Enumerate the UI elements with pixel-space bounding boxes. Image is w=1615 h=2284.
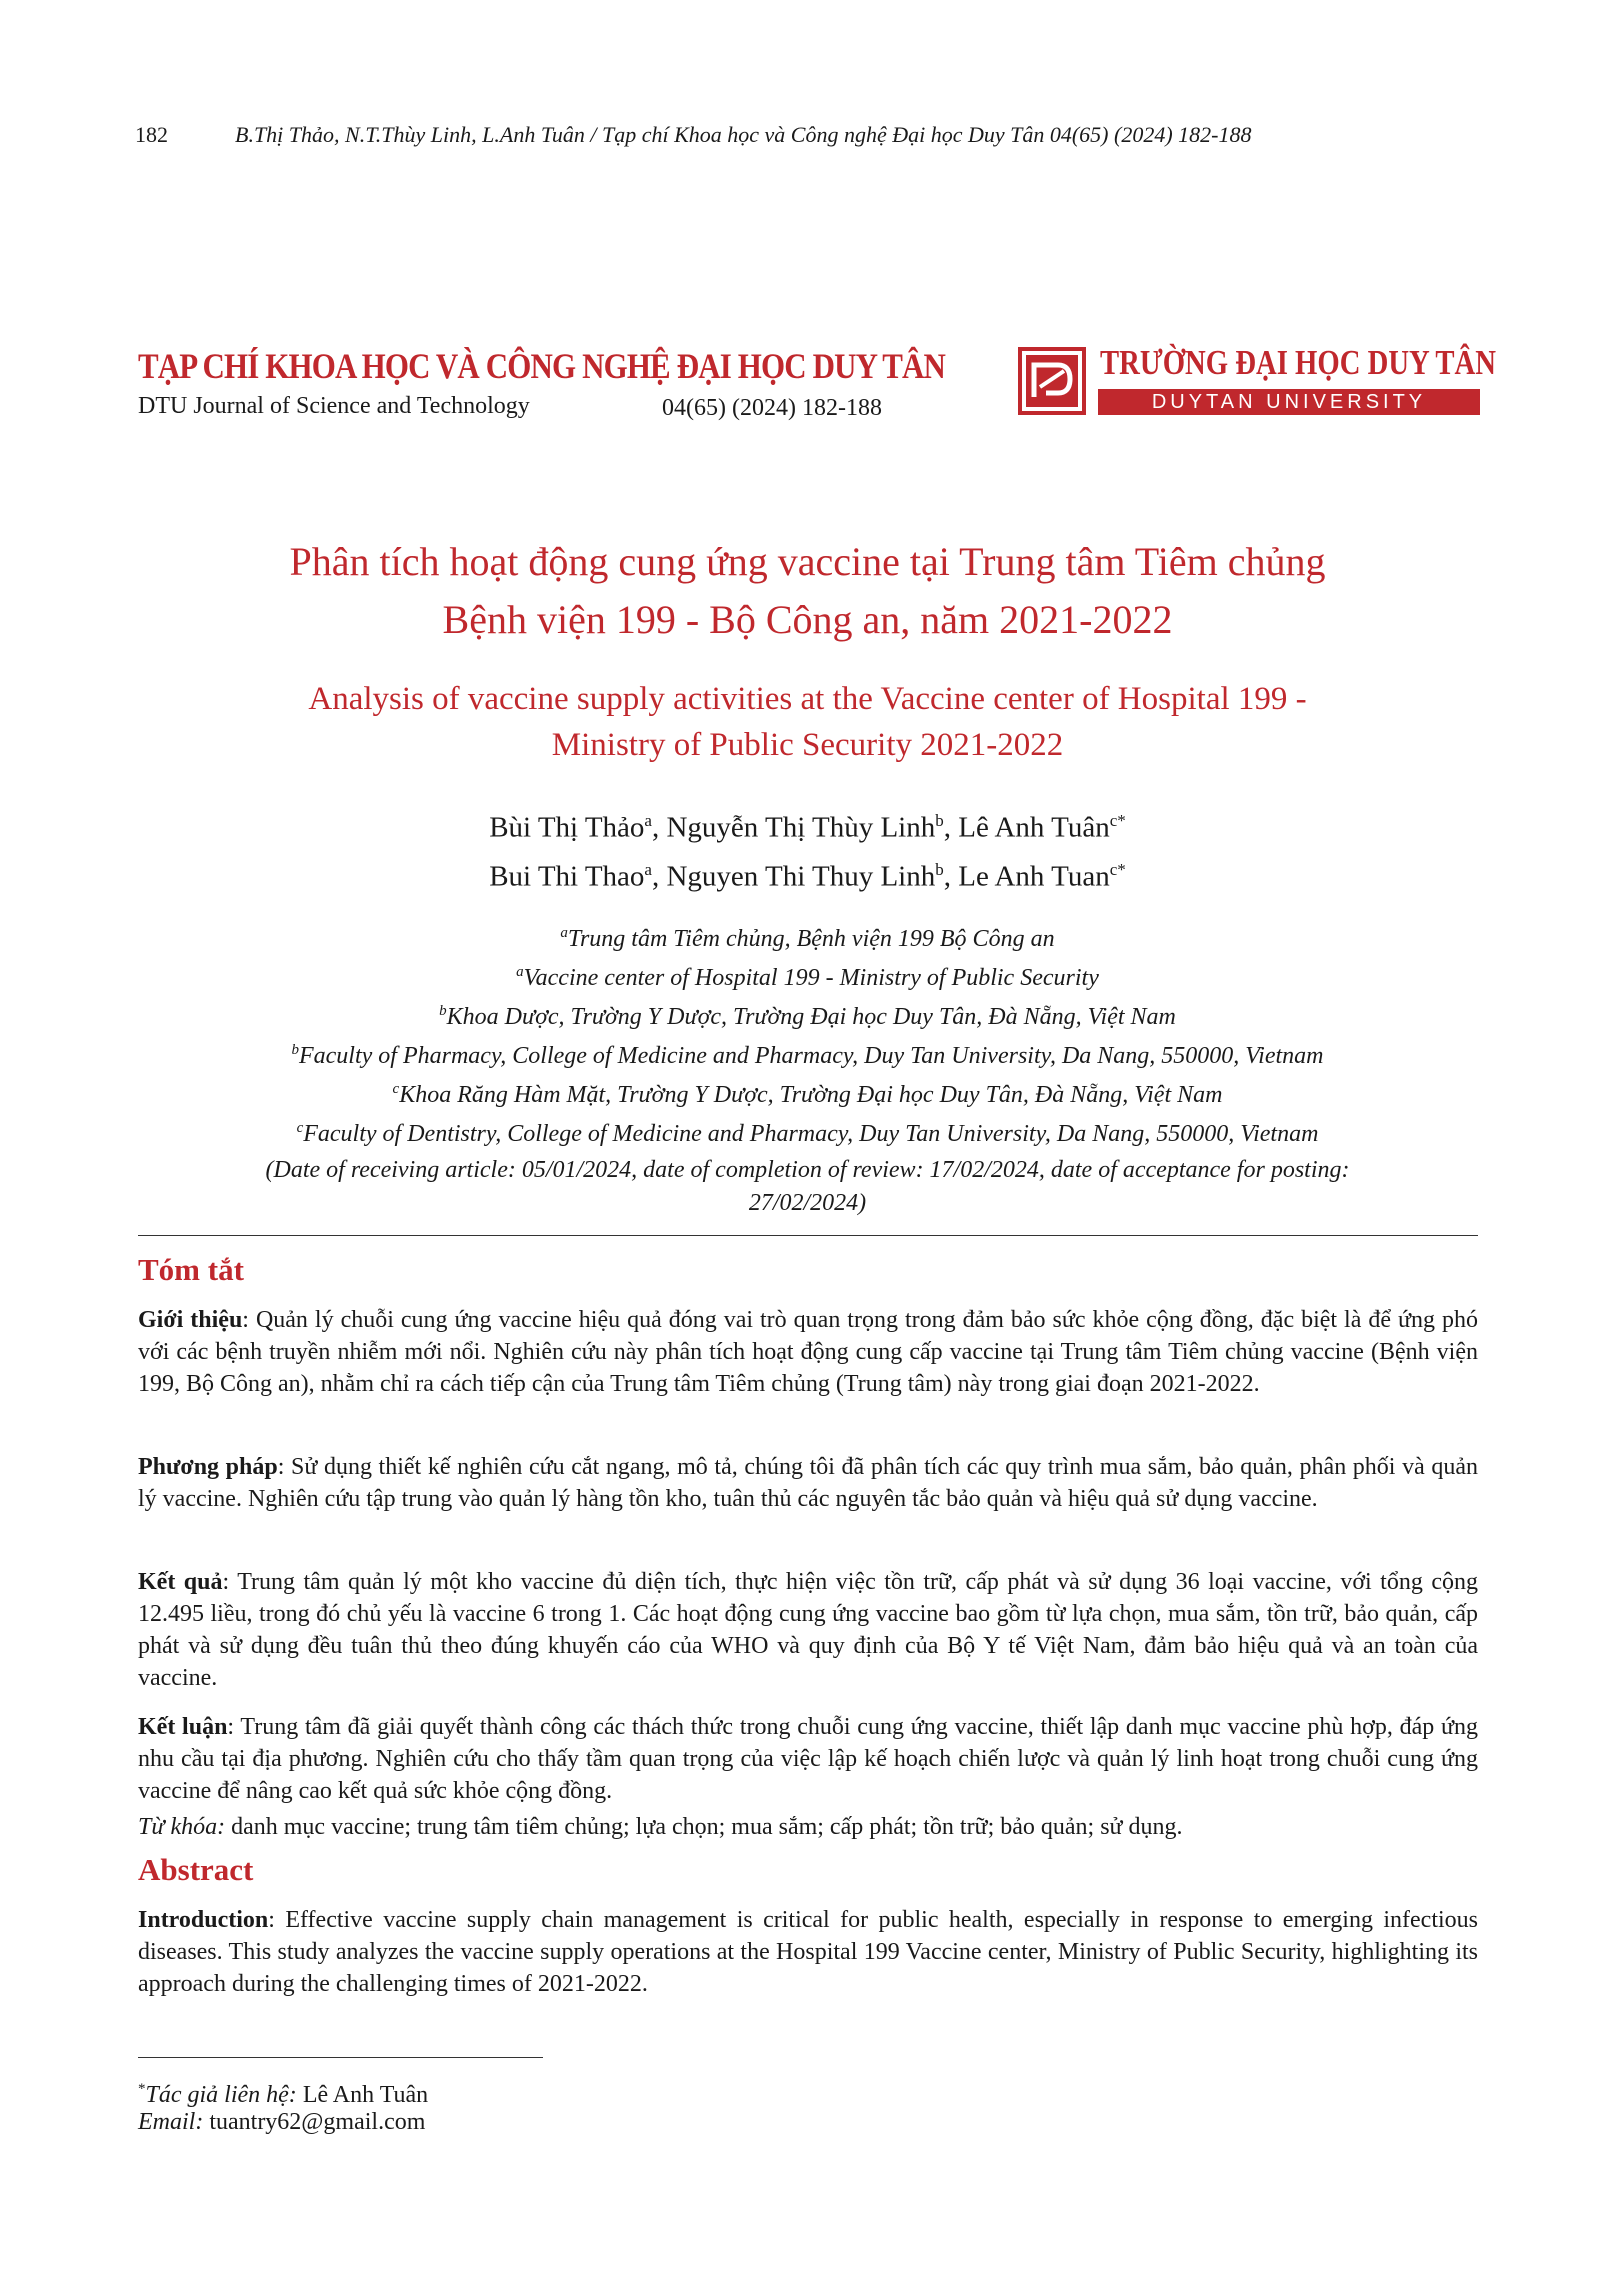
authors-english: Bui Thi Thao$^a$, Nguyen Thi Thuy Linh$^b$, Le Anh Tuan$^{c*}$	[489, 859, 1126, 893]
dates-line-2: 27/02/2024)	[748, 1190, 867, 1216]
article-title-english	[140, 676, 1475, 768]
abstract-heading: Abstract	[138, 1852, 254, 1887]
affiliation-line: $^b$Faculty of Pharmacy, College of Medicine and Pharmacy, Duy Tan University, Da Nang, 550000, Vietnam	[291, 1042, 1324, 1069]
author-list	[140, 800, 1475, 897]
affiliation-line: $^a$Vaccine center of Hospital 199 - Ministry of Public Security	[516, 964, 1099, 991]
keywords: Từ khóa: danh mục vaccine; trung tâm tiêm chủng; lựa chọn; mua sắm; cấp phát; tồn trữ; bảo quản; sử dụng.	[138, 1814, 1183, 1840]
article-title-vietnamese	[140, 533, 1475, 649]
affiliation-line: $^b$Khoa Dược, Trường Y Dược, Trường Đại học Duy Tân, Đà Nẵng, Việt Nam	[439, 1003, 1176, 1030]
affiliation-line: $^a$Trung tâm Tiêm chủng, Bệnh viện 199 Bộ Công an	[560, 925, 1055, 952]
affiliation-line: $^c$Khoa Răng Hàm Mặt, Trường Y Dược, Trường Đại học Duy Tân, Đà Nẵng, Việt Nam	[392, 1081, 1223, 1108]
logo-university-name: TRƯỜNG ĐẠI HỌC DUY TÂN	[1100, 343, 1496, 382]
logo-emblem-icon	[1018, 347, 1086, 415]
journal-english-name: DTU Journal of Science and Technology	[138, 393, 530, 419]
tom-tat-introduction: Giới thiệu: Quản lý chuỗi cung ứng vaccine hiệu quả đóng vai trò quan trọng trong đảm bảo sức khỏe cộng đồng, đặc biệt là để ứng phó với các bệnh truyền nhiễm mới nổi. Nghiên cứu này phân tích hoạt động cung cấp vaccine tại Trung tâm Tiêm chủng vaccine (Bệnh viện 199, Bộ Công an), nhằm chỉ ra cách tiếp cận của Trung tâm Tiêm chủng (Trung tâm) này trong giai đoạn 2021-2022.	[138, 1307, 1478, 1397]
affiliations	[140, 917, 1475, 1151]
running-citation: B.Thị Thảo, N.T.Thùy Linh, L.Anh Tuân / Tạp chí Khoa học và Công nghệ Đại học Duy Tân 04(65) (2024) 182-188	[235, 122, 1252, 147]
abstract-introduction: Introduction: Effective vaccine supply chain management is critical for public health, especially in response to emerging infectious diseases. This study analyzes the vaccine supply operations at the Hospital 199 Vaccine center, Ministry of Public Security, highlighting its approach during the challenging times of 2021-2022.	[138, 1907, 1478, 1997]
title-en-line-2: Ministry of Public Security 2021-2022	[551, 727, 1064, 763]
title-vi-line-2: Bệnh viện 199 - Bộ Công an, năm 2021-2022	[442, 597, 1173, 642]
tom-tat-heading: Tóm tắt	[138, 1252, 244, 1287]
tom-tat-methods: Phương pháp: Sử dụng thiết kế nghiên cứu cắt ngang, mô tả, chúng tôi đã phân tích các quy trình mua sắm, bảo quản, phân phối và quản lý vaccine. Nghiên cứu tập trung vào quản lý hàng tồn kho, tuân thủ các nguyên tắc bảo quản và hiệu quả sử dụng vaccine.	[138, 1454, 1478, 1512]
title-en-line-1: Analysis of vaccine supply activities at the Vaccine center of Hospital 199 -	[308, 681, 1307, 717]
journal-title: TẠP CHÍ KHOA HỌC VÀ CÔNG NGHỆ ĐẠI HỌC DUY TÂN	[138, 346, 946, 386]
footnote-email: Email: tuantry62@gmail.com	[138, 2109, 426, 2135]
running-head	[135, 122, 1252, 148]
article-dates	[140, 1154, 1475, 1220]
footnote-contact: *Tác giả liên hệ: Lê Anh Tuân	[138, 2081, 429, 2108]
university-logo	[1018, 343, 1496, 415]
journal-issue: 04(65) (2024) 182-188	[662, 395, 882, 421]
dates-line-1: (Date of receiving article: 05/01/2024, date of completion of review: 17/02/2024, date of acceptance for posting:	[265, 1157, 1350, 1183]
tom-tat-results: Kết quả: Trung tâm quản lý một kho vaccine đủ diện tích, thực hiện việc tồn trữ, cấp phát và sử dụng 36 loại vaccine, với tổng cộng 12.495 liều, trong đó chủ yếu là vaccine 6 trong 1. Các hoạt động cung ứng vaccine bao gồm từ lựa chọn, mua sắm, tồn trữ, bảo quản, cấp phát và sử dụng đều tuân thủ theo đúng khuyến cáo của WHO và quy định của Bộ Y tế Việt Nam, đảm bảo hiệu quả và an toàn của vaccine.	[138, 1569, 1478, 1691]
logo-university-english: DUYTAN UNIVERSITY	[1098, 389, 1480, 415]
affiliation-line: $^c$Faculty of Dentistry, College of Medicine and Pharmacy, Duy Tan University, Da Nang, 550000, Vietnam	[296, 1120, 1319, 1147]
section-divider	[138, 1235, 1478, 1236]
authors-vietnamese: Bùi Thị Thảo$^a$, Nguyễn Thị Thùy Linh$^b$, Lê Anh Tuân$^{c*}$	[489, 811, 1126, 844]
footnote-divider	[138, 2057, 543, 2058]
page-number: 182	[135, 122, 168, 147]
title-vi-line-1: Phân tích hoạt động cung ứng vaccine tại Trung tâm Tiêm chủng	[289, 539, 1326, 584]
tom-tat-conclusion: Kết luận: Trung tâm đã giải quyết thành công các thách thức trong chuỗi cung ứng vaccine, thiết lập danh mục vaccine phù hợp, đáp ứng nhu cầu tại địa phương. Nghiên cứu cho thấy tầm quan trọng của việc lập kế hoạch chiến lược và quản lý linh hoạt trong chuỗi cung ứng vaccine để nâng cao kết quả sức khỏe cộng đồng.	[138, 1714, 1478, 1804]
